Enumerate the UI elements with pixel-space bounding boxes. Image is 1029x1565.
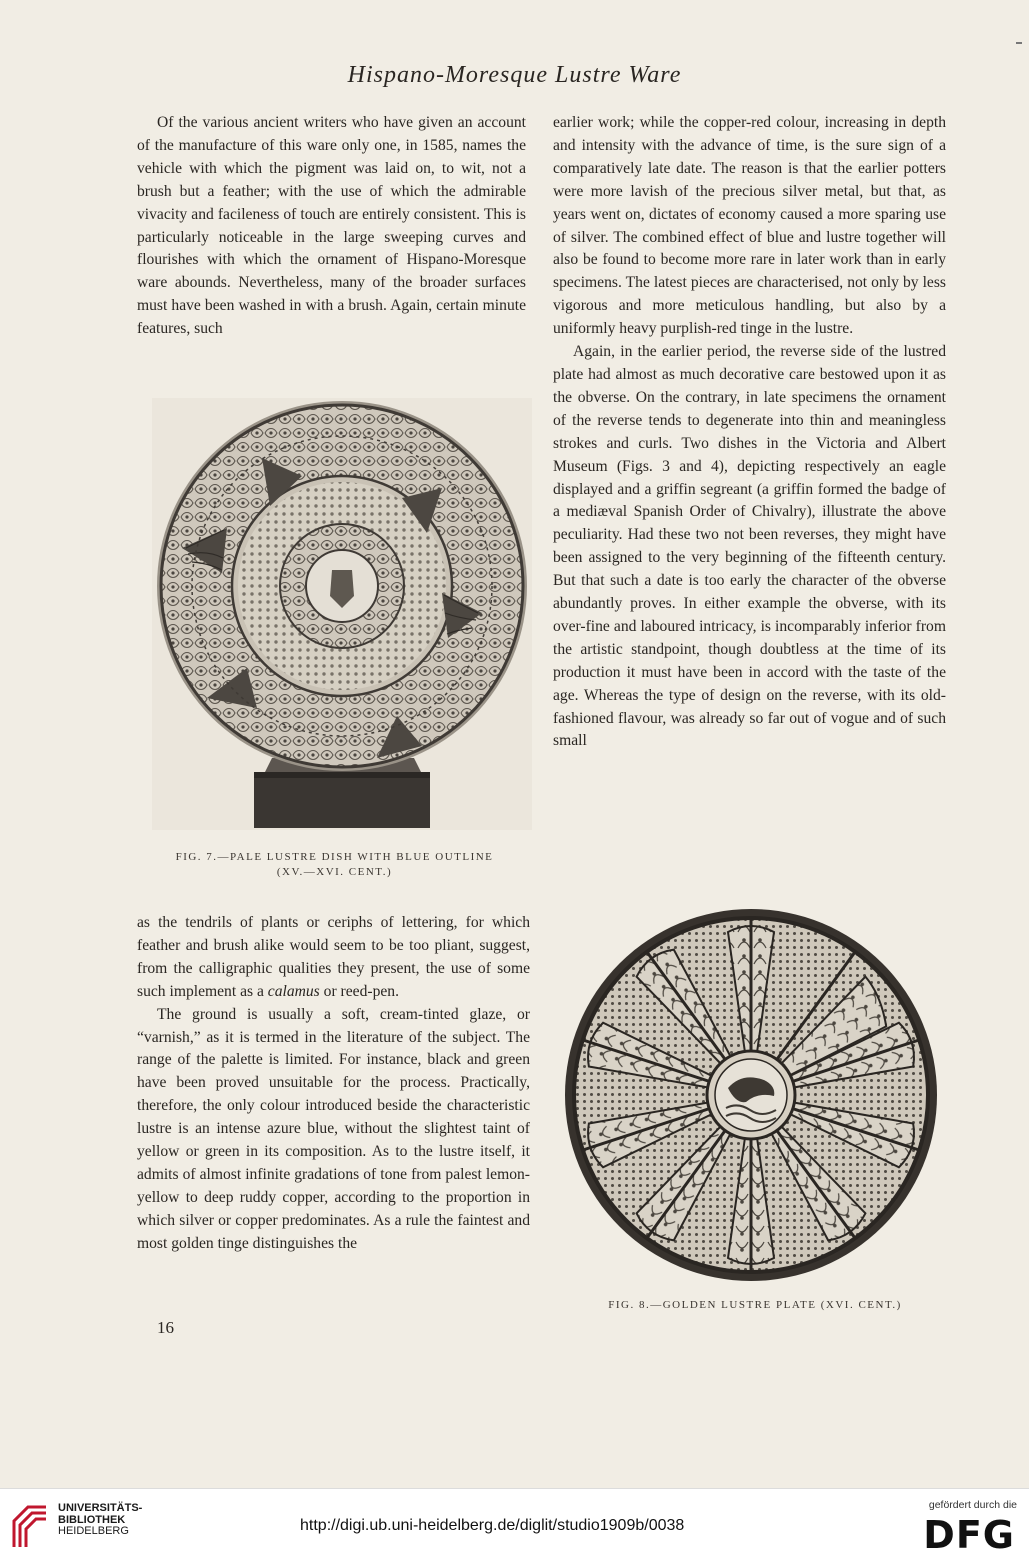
figure-8-lustre-plate [560, 902, 942, 1288]
page-number: 16 [157, 1318, 174, 1337]
paragraph-calamus [137, 912, 530, 1004]
figure-7-caption [137, 850, 532, 880]
figure-7-lustre-dish [152, 398, 532, 830]
paragraph-reverse-side: Again, in the earlier period, the reverse side of the lustred plate had almost as much decorative care bestowed upon it as the obverse. On the contrary, in late specimens the ornament of the reverse tends to degenerate into thin and meaningless strokes and curls. Two dishes in the Victoria and Albert Museum (Figs. 3 and 4), depicting respectively an eagle displayed and a griffin segreant (a griffin formed the badge of a mediæval Spanish Order of Chivalry), illustrate the above peculiarity. Had these two not been reverses, they might have been assigned to the very beginning of the fifteenth century. But that such a date is too early the character of the obverse abundantly proves. In either example the obverse, with its over-fine and laboured intricacy, is incomparably inferior from the artistic standpoint, though doubtless at the time of its production it must have been in accord with the taste of the age. Whereas the type of design on the reverse, with its old-fashioned flavour, was already so far out of vogue and of such small [553, 343, 946, 750]
permalink-url[interactable]: http://digi.ub.uni-heidelberg.de/diglit/studio1909b/0038 [300, 1517, 685, 1534]
paragraph-feather-vehicle: Of the various ancient writers who have given an account of the manufacture of this ware only one, in 1585, names the vehicle with which the pigment was laid on, to wit, not a brush but a feather; with the use of which the admirable vivacity and facileness of touch are entirely consistent. This is particularly noticeable in the large sweeping curves and flourishes with which the ornament of Hispano-Moresque ware abounds. Nevertheless, many of the broader surfaces must have been washed in with a brush. Again, certain minute features, such [137, 114, 526, 338]
digitization-footer [0, 1488, 1029, 1565]
paragraph-copper-red: earlier work; while the copper-red colour, increasing in depth and intensity with the advance of time, is the sure sign of a comparatively late date. The reason is that the earlier potters were more lavish of the precious silver metal, but that, as years went on, dictates of economy caused a more sparing use of silver. The combined effect of blue and lustre together will also be found to become more rare in later work than in early specimens. The latest pieces are characterised, not only by less vigorous and more meticulous handling, but also by a uniformly heavy purplish-red tinge in the lustre. [553, 114, 946, 338]
running-head: Hispano-Moresque Lustre Ware [347, 62, 682, 88]
paragraph-calamus-end: or reed-pen. [319, 982, 399, 1000]
left-column-top [137, 112, 526, 341]
dfg-logo: DFG [923, 1513, 1015, 1557]
library-line-2: BIBLIOTHEK [58, 1513, 126, 1526]
library-line-3: HEIDELBERG [58, 1525, 129, 1537]
library-line-1: UNIVERSITÄTS- [58, 1502, 143, 1514]
right-column [553, 112, 946, 753]
university-library-name [58, 1503, 142, 1538]
figure-7-caption-title: FIG. 7.—PALE LUSTRE DISH WITH BLUE OUTLINE [175, 851, 494, 863]
figure-8-caption: FIG. 8.—GOLDEN LUSTRE PLATE (XVI. CENT.) [608, 1299, 902, 1311]
paragraph-ground-glaze: The ground is usually a soft, cream-tinted glaze, or “varnish,” as it is termed in the literature of the subject. The range of the palette is limited. For instance, black and green have been proved unsuitable for the process. Practically, therefore, the only colour introduced beside the characteristic lustre is an intense azure blue, without the slightest taint of yellow or green in its composition. As to the lustre itself, it admits of almost infinite gradations of tone from palest lemon-yellow to deep ruddy copper, according to the proportion in which silver or copper predominates. As a rule the faintest and most golden tinge distinguishes the [137, 1005, 530, 1252]
university-library-logo-icon [10, 1503, 50, 1551]
figure-7-caption-date: (XV.—XVI. CENT.) [276, 866, 393, 878]
term-calamus: calamus [267, 982, 320, 1000]
funded-by-label: gefördert durch die [928, 1499, 1017, 1511]
scan-mark [1016, 42, 1022, 44]
paragraph-calamus-start: as the tendrils of plants or ceriphs of lettering, for which feather and brush alike would seem to be too pliant, suggest, from the calligraphic qualities they present, the use of some such implement as a [137, 914, 530, 1000]
left-column-bottom [137, 912, 530, 1256]
